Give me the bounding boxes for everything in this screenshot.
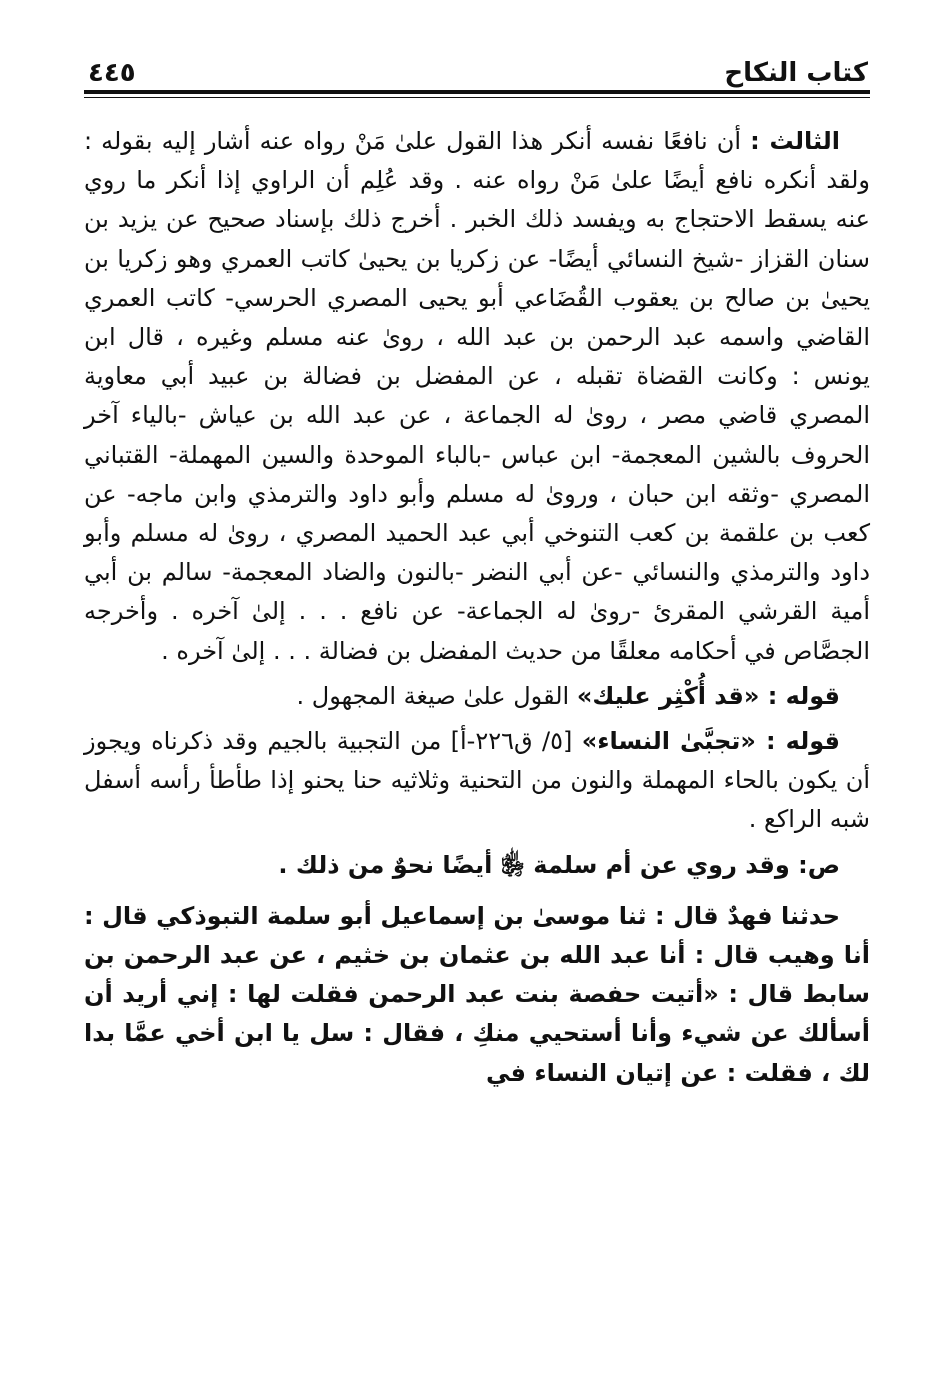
- header-rule-thin: [84, 97, 870, 98]
- paragraph-main-text: ص: وقد روي عن أم سلمة ﵂ أيضًا نحوٌ من ذلك .: [278, 850, 840, 879]
- paragraph-hadith-chain: حدثنا فهدٌ قال : ثنا موسىٰ بن إسماعيل أبو سلمة التبوذكي قال : أنا وهيب قال : أنا عبد الله بن عثمان بن خثيم ، عن عبد الرحمن بن سابط قال : «أتيت حفصة بنت عبد الرحمن فقلت لها : إني أريد أن أسألك عن شيء وأنا أستحيي منكِ ، فقال : سل يا ابن أخي عمَّا بدا لك ، فقلت : عن إتيان النساء في: [84, 901, 870, 1087]
- running-head-title: كتاب النكاح: [724, 58, 868, 88]
- paragraph-commentary-2: [84, 722, 870, 840]
- paragraph-lead: قوله : «تجبَّىٰ النساء»: [581, 727, 841, 756]
- paragraph-text: القول علىٰ صيغة المجهول .: [296, 681, 577, 710]
- paragraph-text: أن نافعًا نفسه أنكر هذا القول علىٰ مَنْ رواه عنه أشار إليه بقوله : ولقد أنكره نافع أيضًا علىٰ مَنْ رواه عنه . وقد عُلِم أن الراوي إذا أنكر ما روي عنه يسقط الاحتجاج به ويفسد ذلك الخبر . أخرج ذلك بإسناد صحيح عن يزيد بن سنان القزاز -شيخ النسائي أيضًا- عن زكريا بن يحيىٰ كاتب العمري وهو زكريا بن يحيىٰ بن صالح بن يعقوب القُضَاعي أبو يحيى المصري الحرسي- كاتب العمري القاضي واسمه عبد الرحمن بن عبد الله ، روىٰ عنه مسلم وغيره ، قال ابن يونس : وكانت القضاة تقبله ، عن المفضل بن فضالة بن عبيد أبي معاوية المصري قاضي مصر ، روىٰ له الجماعة ، عن عبد الله بن عياش -بالياء آخر الحروف بالشين المعجمة- ابن عباس -بالباء الموحدة والسين المهملة- القتباني المصري -وثقه ابن حبان ، وروىٰ له مسلم وأبو داود والترمذي وابن ماجه- عن كعب بن علقمة بن كعب التنوخي أبي عبد الحميد المصري ، روىٰ له مسلم وأبو داود والترمذي والنسائي -عن أبي النضر -بالنون والضاد المعجمة- سالم بن أبي أمية القرشي المقرئ -روىٰ له الجماعة- عن نافع . . . إلىٰ آخره . وأخرجه الجصَّاص في أحكامه معلقًا من حديث المفضل بن فضالة . . . إلىٰ آخره .: [84, 127, 870, 665]
- paragraph-third-reason: [84, 122, 870, 671]
- paragraph-lead: الثالث :: [750, 127, 840, 155]
- paragraph-text: [٥/ ق٢٢٦-أ] من التجبية بالجيم وقد ذكرناه ويجوز أن يكون بالحاء المهملة والنون من التحنية وثلاثيه حنا يحنو إذا طأطأ رأسه أسفل شبه الراكع .: [84, 727, 870, 834]
- page-number: ٤٤٥: [88, 58, 136, 88]
- page-body: [84, 122, 870, 1093]
- paragraph-lead: قوله : «قد أُكْثِر عليك»: [576, 681, 840, 710]
- header-rule-thick: [84, 90, 870, 94]
- page-header: [84, 48, 870, 90]
- paragraph-commentary-1: [84, 677, 870, 716]
- book-page: [84, 0, 870, 1381]
